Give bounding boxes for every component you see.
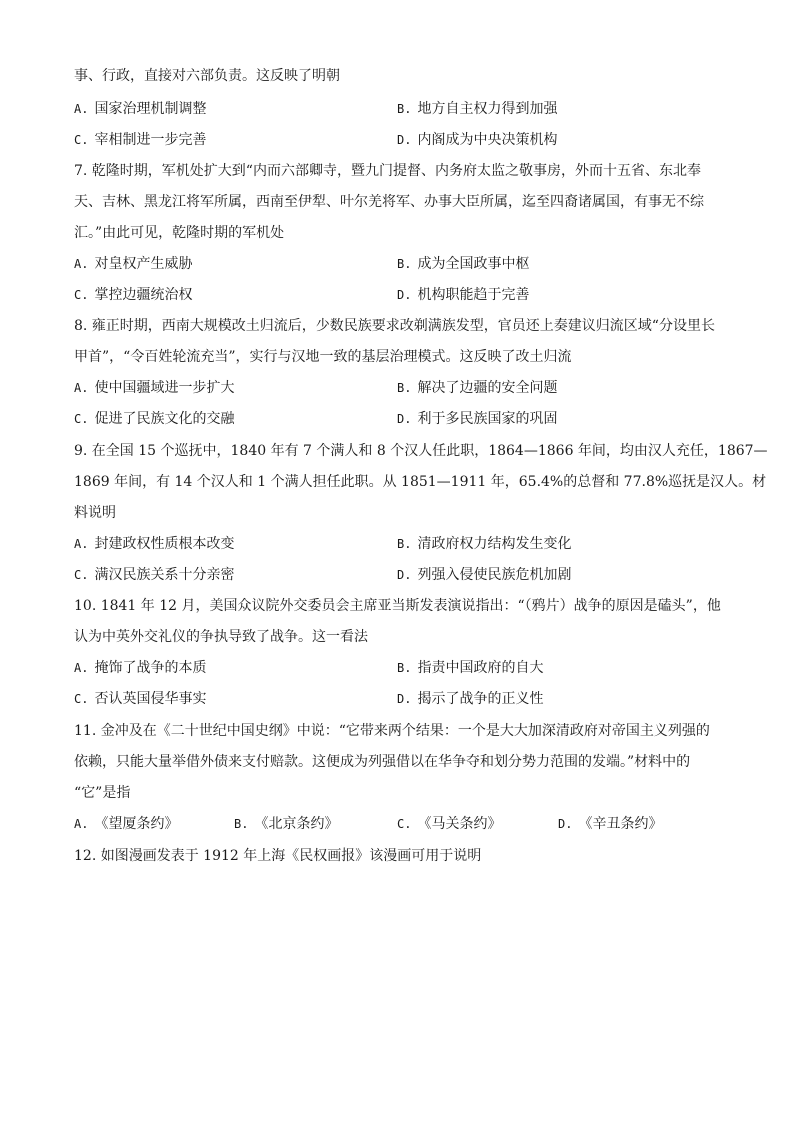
q6-option-c[interactable]: C. 宰相制进一步完善 — [74, 132, 207, 148]
q8-stem-line-2: 甲首”，“令百姓轮流充当”，实行与汉地一致的基层治理模式。这反映了改土归流 — [74, 349, 572, 365]
q9-stem-line-2: 1869 年间，有 14 个汉人和 1 个满人担任此职。从 1851—1911 年，65.4%的总督和 77.8%巡抚是汉人。材 — [74, 474, 767, 490]
q7-option-b[interactable]: B. 成为全国政事中枢 — [397, 256, 530, 272]
q7-option-d[interactable]: D. 机构职能趋于完善 — [397, 287, 530, 303]
q10-stem-line-1: 10. 1841 年 12 月，美国众议院外交委员会主席亚当斯发表演说指出：“（鸦片）战争的原因是磕头”，他 — [74, 598, 721, 614]
q8-option-c[interactable]: C. 促进了民族文化的交融 — [74, 411, 235, 427]
q7-option-c[interactable]: C. 掌控边疆统治权 — [74, 287, 193, 303]
q11-option-c[interactable]: C. 《马关条约》 — [397, 816, 502, 832]
q9-option-b[interactable]: B. 清政府权力结构发生变化 — [397, 536, 572, 552]
q12-stem-line-1: 12. 如图漫画发表于 1912 年上海《民权画报》该漫画可用于说明 — [74, 848, 482, 864]
q6-option-d[interactable]: D. 内阁成为中央决策机构 — [397, 132, 558, 148]
q7-stem-line-2: 天、吉林、黑龙江将军所属，西南至伊犁、叶尔羌将军、办事大臣所属，迄至四裔诸属国，有事无不综 — [74, 194, 704, 210]
q9-option-d[interactable]: D. 列强入侵使民族危机加剧 — [397, 567, 572, 583]
q8-option-d[interactable]: D. 利于多民族国家的巩固 — [397, 411, 558, 427]
q10-option-c[interactable]: C. 否认英国侵华事实 — [74, 691, 207, 707]
q9-option-a[interactable]: A. 封建政权性质根本改变 — [74, 536, 235, 552]
q11-option-b[interactable]: B. 《北京条约》 — [234, 816, 339, 832]
q7-option-a[interactable]: A. 对皇权产生威胁 — [74, 256, 193, 272]
q11-stem-line-1: 11. 金冲及在《二十世纪中国史纲》中说：“它带来两个结果：一个是大大加深清政府对帝国主义列强的 — [74, 723, 710, 739]
q9-option-c[interactable]: C. 满汉民族关系十分亲密 — [74, 567, 235, 583]
q7-stem-line-1: 7. 乾隆时期，军机处扩大到“内而六部卿寺，暨九门提督、内务府太监之敬事房，外而十五省、东北奉 — [74, 163, 701, 179]
q11-option-a[interactable]: A. 《望厦条约》 — [74, 816, 179, 832]
q7-stem-line-3: 汇。”由此可见，乾隆时期的军机处 — [74, 225, 285, 241]
q10-stem-line-2: 认为中英外交礼仪的争执导致了战争。这一看法 — [74, 629, 368, 645]
q8-option-b[interactable]: B. 解决了边疆的安全问题 — [397, 380, 558, 396]
q10-option-a[interactable]: A. 掩饰了战争的本质 — [74, 660, 207, 676]
q10-option-b[interactable]: B. 指责中国政府的自大 — [397, 660, 544, 676]
q11-option-d[interactable]: D. 《辛丑条约》 — [558, 816, 663, 832]
q6-stem-tail: 事、行政，直接对六部负责。这反映了明朝 — [74, 68, 340, 84]
q9-stem-line-3: 料说明 — [74, 505, 116, 521]
q8-stem-line-1: 8. 雍正时期，西南大规模改土归流后，少数民族要求改剃满族发型，官员还上奏建议归流区域“分设里长 — [74, 318, 715, 334]
q8-option-a[interactable]: A. 使中国疆域进一步扩大 — [74, 380, 235, 396]
q9-stem-line-1: 9. 在全国 15 个巡抚中，1840 年有 7 个满人和 8 个汉人任此职，1864—1866 年间，均由汉人充任，1867— — [74, 443, 768, 459]
q6-option-a[interactable]: A. 国家治理机制调整 — [74, 101, 207, 117]
q6-option-b[interactable]: B. 地方自主权力得到加强 — [397, 101, 558, 117]
q10-option-d[interactable]: D. 揭示了战争的正义性 — [397, 691, 544, 707]
q11-stem-line-3: “它”是指 — [74, 785, 131, 801]
q11-stem-line-2: 依赖，只能大量举借外债来支付赔款。这便成为列强借以在华争夺和划分势力范围的发端。”材料中的 — [74, 754, 691, 770]
